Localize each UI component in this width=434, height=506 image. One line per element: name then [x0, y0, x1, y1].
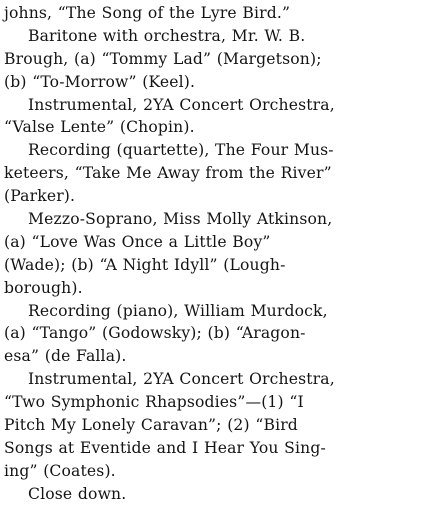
text-line: esa” (de Falla).	[4, 347, 127, 366]
text-line: (a) “Tango” (Godowsky); (b) “Aragon-	[4, 324, 306, 343]
text-line: borough).	[4, 278, 83, 297]
text-line: keteers, “Take Me Away from the River”	[4, 164, 332, 183]
text-line: “Valse Lente” (Chopin).	[4, 118, 195, 137]
text-line: Recording (quartette), The Four Mus-	[28, 141, 334, 160]
text-line: (Wade); (b) “A Night Idyll” (Lough-	[4, 255, 286, 274]
text-line: Instrumental, 2YA Concert Orchestra,	[28, 95, 335, 114]
text-line: Mezzo-Soprano, Miss Molly Atkinson,	[28, 210, 333, 229]
text-line: ing” (Coates).	[4, 461, 116, 480]
text-line: (a) “Love Was Once a Little Boy”	[4, 232, 271, 251]
text-line: Close down.	[28, 484, 127, 503]
text-line: “Two Symphonic Rhapsodies”—(1) “I	[4, 393, 304, 412]
text-line: (b) “To-Morrow” (Keel).	[4, 72, 196, 91]
text-line: Recording (piano), William Murdock,	[28, 301, 328, 320]
text-line: johns, “The Song of the Lyre Bird.”	[4, 4, 291, 22]
text-line: (Parker).	[4, 187, 76, 206]
text-line: Pitch My Lonely Caravan”; (2) “Bird	[4, 416, 298, 435]
text-line: Songs at Eventide and I Hear You Sing-	[4, 438, 326, 457]
text-line: Brough, (a) “Tommy Lad” (Margetson);	[4, 49, 322, 68]
text-line: Instrumental, 2YA Concert Orchestra,	[28, 370, 335, 389]
text-line: Baritone with orchestra, Mr. W. B.	[28, 26, 306, 45]
